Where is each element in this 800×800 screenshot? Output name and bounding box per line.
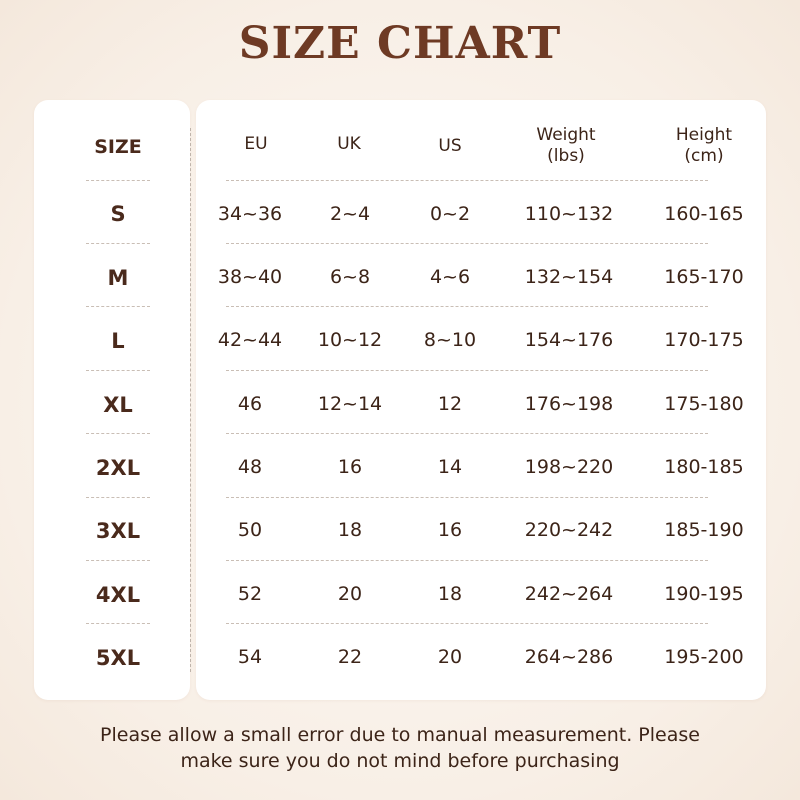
eu-value: 48 [237, 456, 263, 478]
row-separator [86, 560, 150, 561]
uk-value: 18 [337, 519, 363, 541]
uk-value: 12~14 [317, 393, 383, 415]
us-value: 4~6 [429, 266, 471, 288]
eu-value: 38~40 [217, 266, 283, 288]
uk-value: 10~12 [317, 329, 383, 351]
weight-value: 220~242 [524, 519, 614, 541]
us-value: 8~10 [423, 329, 477, 351]
size-label: 3XL [95, 519, 141, 543]
us-value: 14 [437, 456, 463, 478]
height-value: 185-190 [664, 519, 744, 541]
row-separator [86, 243, 150, 244]
height-value: 175-180 [664, 393, 744, 415]
eu-value: 42~44 [217, 329, 283, 351]
row-separator [226, 623, 708, 624]
column-divider [190, 128, 191, 672]
header-weight-label: Weight [536, 125, 596, 145]
height-value: 180-185 [664, 456, 744, 478]
header-weight-unit: (lbs) [547, 146, 585, 166]
row-separator [226, 180, 708, 181]
us-value: 0~2 [429, 203, 471, 225]
row-separator [226, 306, 708, 307]
size-label: XL [103, 393, 133, 417]
eu-value: 46 [237, 393, 263, 415]
eu-value: 50 [237, 519, 263, 541]
uk-value: 22 [337, 646, 363, 668]
weight-value: 110~132 [524, 203, 614, 225]
header-height-label: Height [675, 125, 733, 145]
uk-value: 16 [337, 456, 363, 478]
weight-value: 132~154 [524, 266, 614, 288]
row-separator [226, 433, 708, 434]
us-value: 18 [437, 583, 463, 605]
height-value: 190-195 [664, 583, 744, 605]
height-value: 160-165 [664, 203, 744, 225]
eu-value: 34~36 [217, 203, 283, 225]
us-value: 16 [437, 519, 463, 541]
header-height-unit: (cm) [684, 146, 724, 166]
weight-value: 176~198 [524, 393, 614, 415]
weight-value: 198~220 [524, 456, 614, 478]
weight-value: 264~286 [524, 646, 614, 668]
row-separator [86, 180, 150, 181]
us-value: 12 [437, 393, 463, 415]
weight-value: 154~176 [524, 329, 614, 351]
header-size: SIZE [94, 136, 142, 158]
header-weight [506, 125, 626, 167]
uk-value: 6~8 [329, 266, 371, 288]
header-uk: UK [337, 134, 361, 154]
size-label: 2XL [95, 456, 141, 480]
disclaimer-line-1: Please allow a small error due to manual measurement. Please [100, 724, 700, 746]
row-separator [226, 243, 708, 244]
row-separator [86, 370, 150, 371]
size-label: M [107, 266, 129, 290]
height-value: 170-175 [664, 329, 744, 351]
page-title: SIZE CHART [238, 18, 562, 69]
size-label: 5XL [95, 646, 141, 670]
row-separator [226, 560, 708, 561]
us-value: 20 [437, 646, 463, 668]
row-separator [86, 433, 150, 434]
row-separator [226, 370, 708, 371]
header-height [644, 125, 764, 167]
eu-value: 54 [237, 646, 263, 668]
eu-value: 52 [237, 583, 263, 605]
disclaimer-note [0, 722, 800, 774]
size-label: 4XL [95, 583, 141, 607]
header-eu: EU [244, 134, 268, 154]
header-us: US [438, 136, 462, 156]
size-label: L [111, 329, 125, 353]
uk-value: 20 [337, 583, 363, 605]
row-separator [86, 306, 150, 307]
weight-value: 242~264 [524, 583, 614, 605]
disclaimer-line-2: make sure you do not mind before purchasing [180, 750, 620, 772]
height-value: 195-200 [664, 646, 744, 668]
height-value: 165-170 [664, 266, 744, 288]
row-separator [86, 623, 150, 624]
size-label: S [110, 202, 126, 226]
row-separator [86, 497, 150, 498]
uk-value: 2~4 [329, 203, 371, 225]
row-separator [226, 497, 708, 498]
